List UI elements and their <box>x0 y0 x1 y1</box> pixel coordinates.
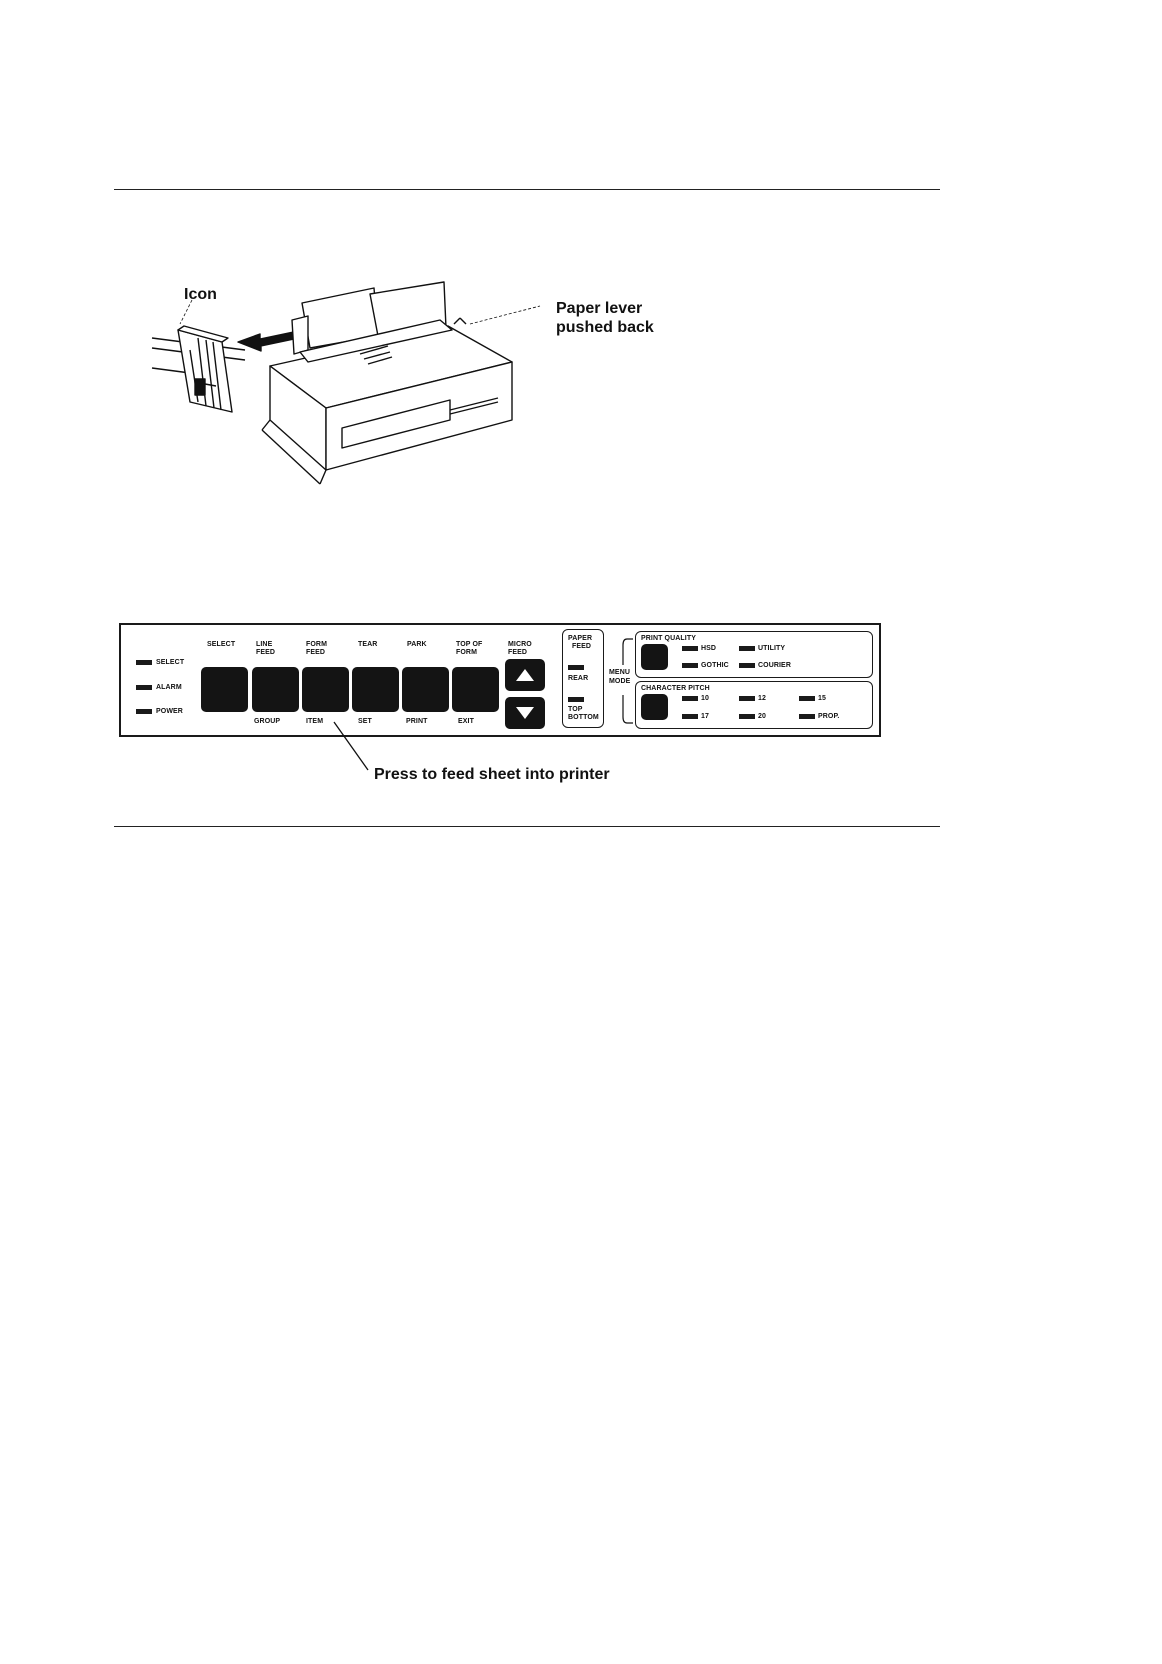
character-pitch-key[interactable] <box>641 694 668 720</box>
micro-feed-up-key[interactable] <box>505 659 545 691</box>
icon-callout: Icon <box>184 286 217 303</box>
courier-label: COURIER <box>758 662 791 669</box>
triangle-up-icon <box>516 669 534 681</box>
set-label: SET <box>358 718 372 725</box>
micro-feed-down-key[interactable] <box>505 697 545 729</box>
tear-key-label: TEAR <box>358 641 378 648</box>
top-bottom-label-2: BOTTOM <box>568 714 599 721</box>
pitch-15-label: 15 <box>818 695 826 702</box>
paper-lever-callout-line2: pushed back <box>556 319 654 336</box>
pitch-12-led <box>739 696 755 701</box>
park-key[interactable] <box>402 667 449 712</box>
pitch-20-led <box>739 714 755 719</box>
pitch-17-label: 17 <box>701 713 709 720</box>
utility-led <box>739 646 755 651</box>
top-of-form-key-label-1: TOP OF <box>456 641 483 648</box>
alarm-led <box>136 685 152 690</box>
pitch-20-label: 20 <box>758 713 766 720</box>
tear-key[interactable] <box>352 667 399 712</box>
top-bottom-label-1: TOP <box>568 706 583 713</box>
alarm-led-label: ALARM <box>156 684 182 691</box>
hsd-label: HSD <box>701 645 717 652</box>
form-feed-key-label-1: FORM <box>306 641 328 648</box>
line-feed-key[interactable] <box>252 667 299 712</box>
menu-mode-label-1: MENU <box>609 669 631 676</box>
figure-caption: Press to feed sheet into printer <box>374 766 610 783</box>
pitch-17-led <box>682 714 698 719</box>
paper-lever-callout-line1: Paper lever <box>556 300 643 317</box>
power-led <box>136 709 152 714</box>
gothic-led <box>682 663 698 668</box>
select-led <box>136 660 152 665</box>
menu-mode-label-2: MODE <box>609 678 631 685</box>
pitch-prop-label: PROP. <box>818 713 840 720</box>
line-feed-key-label-2: FEED <box>256 649 276 656</box>
printer-illustration <box>150 280 550 490</box>
select-key[interactable] <box>201 667 248 712</box>
park-key-label: PARK <box>407 641 427 648</box>
form-feed-key-label-2: FEED <box>306 649 326 656</box>
pitch-10-label: 10 <box>701 695 709 702</box>
pitch-10-led <box>682 696 698 701</box>
pitch-15-led <box>799 696 815 701</box>
top-bottom-led <box>568 697 584 702</box>
character-pitch-title: CHARACTER PITCH <box>641 685 710 692</box>
print-quality-title: PRINT QUALITY <box>641 635 696 642</box>
paper-feed-title-2: FEED <box>572 643 592 650</box>
pitch-prop-led <box>799 714 815 719</box>
form-feed-key[interactable] <box>302 667 349 712</box>
select-led-label: SELECT <box>156 659 185 666</box>
rear-label: REAR <box>568 675 589 682</box>
pitch-12-label: 12 <box>758 695 766 702</box>
rear-led <box>568 665 584 670</box>
item-label: ITEM <box>306 718 324 725</box>
power-led-label: POWER <box>156 708 183 715</box>
printer-drawing-icon <box>150 280 550 490</box>
select-key-label: SELECT <box>207 641 236 648</box>
gothic-label: GOTHIC <box>701 662 729 669</box>
courier-led <box>739 663 755 668</box>
group-label: GROUP <box>254 718 281 725</box>
line-feed-key-label-1: LINE <box>256 641 273 648</box>
print-quality-key[interactable] <box>641 644 668 670</box>
utility-label: UTILITY <box>758 645 786 652</box>
top-of-form-key-label-2: FORM <box>456 649 478 656</box>
print-label: PRINT <box>406 718 428 725</box>
exit-label: EXIT <box>458 718 474 725</box>
triangle-down-icon <box>516 707 534 719</box>
top-of-form-key[interactable] <box>452 667 499 712</box>
top-rule <box>114 189 940 190</box>
paper-feed-title-1: PAPER <box>568 635 593 642</box>
micro-feed-key-label-2: FEED <box>508 649 528 656</box>
control-panel <box>119 623 881 737</box>
hsd-led <box>682 646 698 651</box>
micro-feed-key-label-1: MICRO <box>508 641 532 648</box>
bottom-rule <box>114 826 940 827</box>
